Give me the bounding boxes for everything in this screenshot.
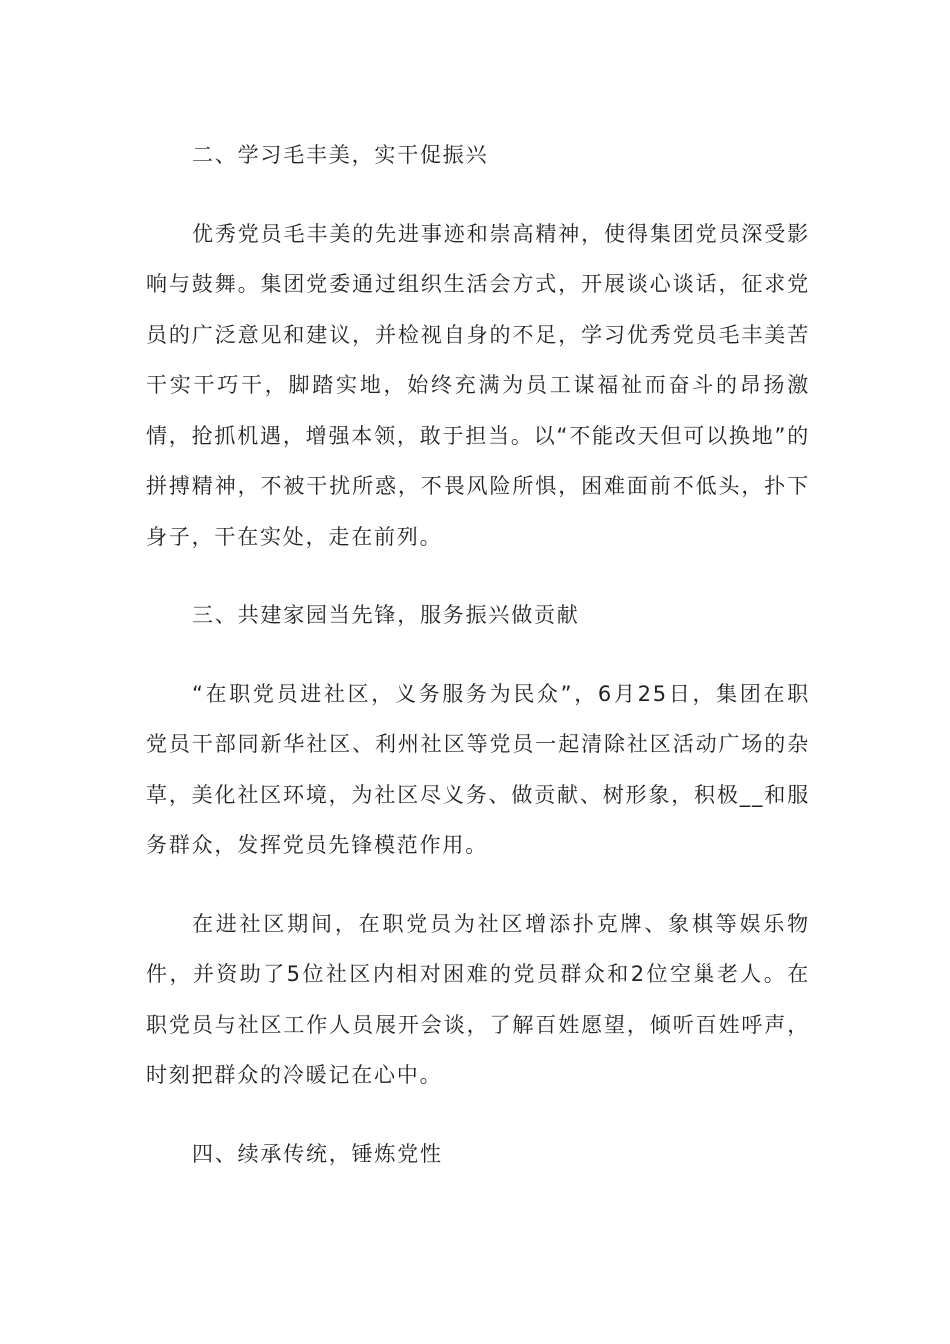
spacer xyxy=(146,641,810,669)
spacer xyxy=(146,181,810,209)
section-heading: 三、共建家园当先锋，服务振兴做贡献 xyxy=(192,603,580,627)
section-heading: 二、学习毛丰美，实干促振兴 xyxy=(192,143,489,167)
paragraph: 优秀党员毛丰美的先进事迹和崇高精神，使得集团党员深受影响与鼓舞。集团党委通过组织生活会方式，开展谈心谈话，征求党员的广泛意见和建议，并检视自身的不足，学习优秀党员毛丰美苦干实干巧干，脚踏实地，始终充满为员工谋福祉而奋斗的昂扬激情，抢抓机遇，增强本领，敢于担当。以“不能改天但可以换地”的拼搏精神，不被干扰所惑，不畏风险所惧，困难面前不低头，扑下身子，干在实处，走在前列。 xyxy=(146,221,810,549)
paragraph: 在进社区期间，在职党员为社区增添扑克牌、象棋等娱乐物件，并资助了5位社区内相对困难的党员群众和2位空巢老人。在职党员与社区工作人员展开会谈，了解百姓愿望，倾听百姓呼声，时刻把群众的冷暖记在心中。 xyxy=(146,911,810,1087)
paragraph: “在职党员进社区，义务服务为民众”，6月25日，集团在职党员干部同新华社区、利州社区等党员一起清除社区活动广场的杂草，美化社区环境，为社区尽义务、做贡献、树形象，积极__和服务群众，发挥党员先锋模范作用。 xyxy=(146,681,810,857)
spacer xyxy=(146,562,810,590)
section-heading: 四、续承传统，锤炼党性 xyxy=(192,1141,443,1166)
spacer xyxy=(146,871,810,899)
document-body xyxy=(146,130,810,1179)
spacer xyxy=(146,1101,810,1129)
